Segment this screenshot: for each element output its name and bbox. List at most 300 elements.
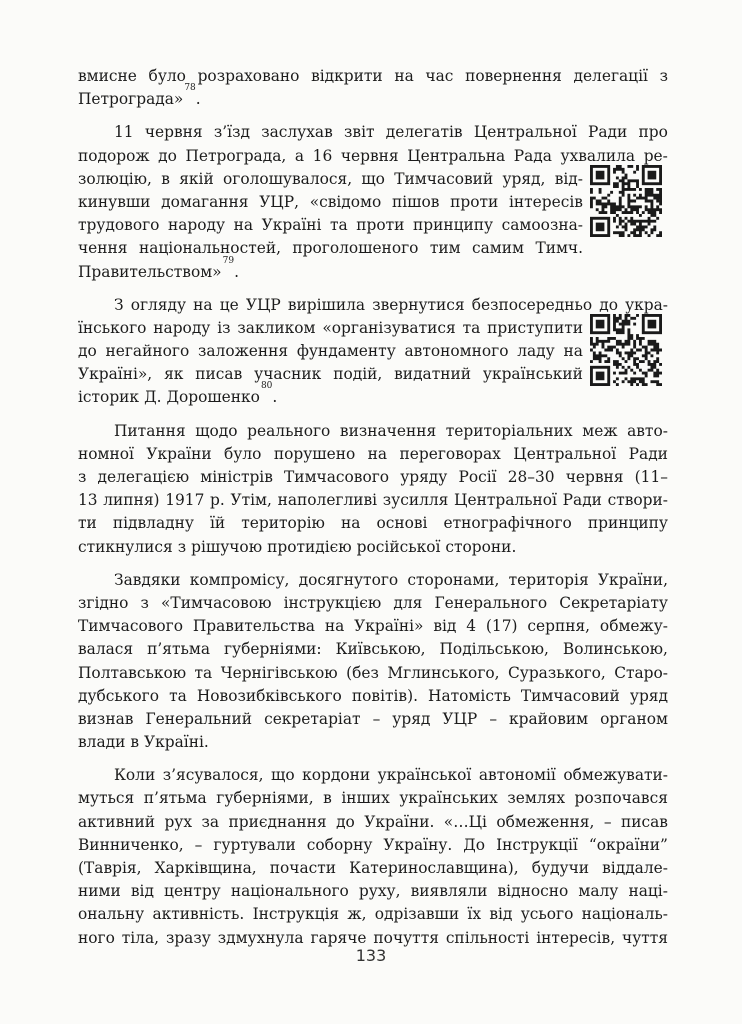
word: повернення xyxy=(465,67,562,85)
word: уряду xyxy=(400,468,448,486)
text-line xyxy=(78,787,668,810)
word: було xyxy=(148,67,186,85)
word: червня xyxy=(144,123,203,142)
word: Д. xyxy=(144,388,162,407)
word: Новозибківського xyxy=(196,686,342,705)
word: наці- xyxy=(628,882,668,901)
word: “окраїни” xyxy=(588,835,668,854)
word: – xyxy=(194,835,203,854)
word: народу xyxy=(167,216,226,235)
word: національного xyxy=(230,882,349,901)
word: заслухав xyxy=(261,123,333,142)
word: визнав xyxy=(78,709,134,728)
text-line xyxy=(78,880,668,903)
word: Завдяки xyxy=(114,570,181,589)
word: територію xyxy=(241,514,325,533)
word: одрізавши xyxy=(374,905,460,924)
word: ного xyxy=(78,928,115,947)
text-line xyxy=(78,615,668,638)
word: муться xyxy=(78,789,135,808)
text-line xyxy=(78,731,668,754)
word: приєднання xyxy=(228,812,327,831)
text-line xyxy=(78,255,668,284)
word: що xyxy=(361,169,385,188)
word: повітів). xyxy=(351,686,418,705)
word: принципу xyxy=(412,216,494,235)
word: та xyxy=(194,663,213,682)
word: крайовим xyxy=(509,709,589,728)
word: обмеження, xyxy=(496,812,595,831)
word: що xyxy=(271,766,295,785)
word: укра- xyxy=(625,295,668,314)
word: від xyxy=(130,882,154,901)
word: виявляли xyxy=(410,882,488,901)
word: проти xyxy=(356,216,405,235)
text-line xyxy=(78,489,668,512)
word: та xyxy=(462,318,481,337)
word: територія xyxy=(508,570,589,589)
word: «Тимчасовою xyxy=(161,593,272,612)
word: почасти xyxy=(269,859,337,877)
word: сторонами, xyxy=(407,570,500,589)
word: Генеральний xyxy=(145,709,253,728)
word: ладу xyxy=(517,342,555,361)
text-line xyxy=(78,638,668,661)
word: Харківщина, xyxy=(154,859,257,877)
word: про xyxy=(638,123,668,142)
word: тим xyxy=(429,239,461,258)
word: звернутися xyxy=(372,295,465,314)
word: Рада xyxy=(513,146,552,165)
word: Генерального xyxy=(434,593,548,612)
word: їнського xyxy=(78,318,147,337)
word: делегації xyxy=(573,67,648,85)
word: реального xyxy=(247,421,331,440)
word: рішучою xyxy=(191,537,263,556)
word: підвладну xyxy=(112,514,194,533)
word: російської xyxy=(356,537,441,556)
word: Тимч. xyxy=(535,239,583,258)
paragraph xyxy=(78,569,668,755)
word: домагання xyxy=(161,192,249,211)
word: Україні. xyxy=(144,733,209,752)
footnote-ref[interactable]: 79 xyxy=(222,255,235,266)
word: 4 xyxy=(466,617,477,636)
word: та xyxy=(169,686,187,705)
word: на xyxy=(394,67,414,85)
word: малу xyxy=(578,882,619,901)
word: їй xyxy=(209,514,226,533)
text-column xyxy=(78,65,668,960)
paragraph xyxy=(78,121,668,283)
word: активність. xyxy=(152,905,245,924)
word: на xyxy=(193,295,213,314)
text-line xyxy=(78,381,583,409)
word: територіальних xyxy=(445,421,573,440)
word: переговорах xyxy=(399,444,501,463)
word: Центральної xyxy=(513,444,617,463)
word: здмухнула xyxy=(217,928,304,947)
word: від xyxy=(433,617,457,636)
word: червня xyxy=(565,468,624,486)
word: червня xyxy=(340,146,399,165)
text-line xyxy=(78,121,668,144)
word: Ради xyxy=(588,123,628,142)
word: проголошеного xyxy=(292,239,419,258)
word: 1917 xyxy=(165,491,205,510)
word: органом xyxy=(600,709,668,728)
word: щодо xyxy=(195,421,238,440)
word: національностей, xyxy=(138,239,281,258)
word: (17) xyxy=(485,617,518,636)
word: історик xyxy=(78,388,140,407)
word: їх xyxy=(467,905,482,924)
word: обмежувати- xyxy=(563,766,668,785)
word: (11– xyxy=(634,468,668,486)
text-line xyxy=(78,466,668,489)
paragraph xyxy=(78,294,668,410)
word: Ради xyxy=(562,491,602,510)
word: України. xyxy=(364,812,435,831)
word: Петрограда» xyxy=(78,90,184,109)
word: руху, xyxy=(358,882,401,901)
word: Подільською, xyxy=(439,640,549,659)
word: уряд xyxy=(392,709,431,728)
sentence-period: . xyxy=(234,262,239,281)
text-line xyxy=(78,420,668,443)
text-line xyxy=(78,811,668,834)
word: якій xyxy=(179,169,214,188)
word: (без xyxy=(346,663,379,682)
word: міністрів xyxy=(200,468,273,486)
word: Полтавською xyxy=(78,663,187,682)
word: України, xyxy=(597,570,668,589)
word: влади xyxy=(78,733,126,752)
word: Україні», xyxy=(78,365,153,384)
word: наполегливі xyxy=(277,491,378,510)
word: Натомість xyxy=(428,686,511,705)
text-line xyxy=(78,834,668,857)
text-line xyxy=(78,443,668,466)
word: видатний xyxy=(394,365,472,384)
word: серпня, xyxy=(527,617,591,636)
word: з xyxy=(177,537,187,556)
qr-code-1 xyxy=(590,165,662,237)
word: Старо- xyxy=(614,663,668,682)
word: Секретаріату xyxy=(559,593,668,612)
word: писав xyxy=(620,812,668,831)
word: Дорошенко xyxy=(166,388,260,407)
word: Мглинського, xyxy=(387,663,500,682)
word: активний xyxy=(78,812,156,831)
footnote-ref[interactable]: 80 xyxy=(260,381,273,392)
word: п’ятьма xyxy=(147,640,210,659)
word: закликом xyxy=(237,318,316,337)
paragraph xyxy=(78,764,668,950)
word: Ради xyxy=(628,444,668,463)
word: кордони xyxy=(302,766,371,785)
text-line xyxy=(78,340,583,363)
sentence-period: . xyxy=(272,388,278,407)
word: пішов xyxy=(392,192,440,211)
word: З xyxy=(114,295,124,314)
word: в xyxy=(161,169,170,188)
word: створи- xyxy=(607,491,668,510)
text-line xyxy=(78,569,668,592)
word: а xyxy=(294,146,305,165)
word: будучи xyxy=(531,859,590,877)
paragraph xyxy=(78,65,668,111)
word: Центральної xyxy=(454,491,557,510)
word: Суразького, xyxy=(508,663,606,682)
word: чуття xyxy=(622,928,668,947)
word: гуртували xyxy=(213,835,296,854)
word: це xyxy=(219,295,239,314)
word: УЦР xyxy=(442,709,478,728)
text-line xyxy=(78,592,668,615)
word: з’ясувалося, xyxy=(162,766,264,785)
word: усього xyxy=(520,905,574,924)
word: стикнулися xyxy=(78,537,173,556)
word: в xyxy=(130,733,140,752)
word: ре- xyxy=(643,146,668,165)
word: Питання xyxy=(114,421,186,440)
word: – xyxy=(372,709,381,728)
word: дубського xyxy=(78,686,160,705)
word: сторони. xyxy=(445,537,517,556)
word: Петрограда, xyxy=(185,146,287,165)
word: час xyxy=(425,67,454,85)
word: для xyxy=(393,593,423,612)
word: Київською, xyxy=(335,640,426,659)
word: приступити xyxy=(487,318,583,337)
word: Інструкція xyxy=(252,905,340,924)
word: номної xyxy=(78,444,134,463)
word: золюцію, xyxy=(78,169,152,188)
word: самоозна- xyxy=(501,216,583,235)
word: визначення xyxy=(339,421,437,440)
word: звіт xyxy=(344,123,375,142)
word: автономного xyxy=(404,342,509,361)
text-line xyxy=(78,294,668,317)
text-line xyxy=(78,317,583,340)
word: УЦР xyxy=(245,295,281,314)
word: валася xyxy=(78,640,134,659)
word: етнографічного xyxy=(443,514,572,533)
word: із xyxy=(217,318,231,337)
word: – xyxy=(489,709,498,728)
word: Росії xyxy=(458,468,497,486)
word: від- xyxy=(554,169,583,188)
word: Чернігівською xyxy=(220,663,338,682)
word: українських xyxy=(399,789,498,808)
word: на xyxy=(367,444,388,463)
word: ональну xyxy=(78,905,145,924)
word: заложення xyxy=(197,342,289,361)
text-line xyxy=(78,237,583,260)
word: спільності xyxy=(445,928,530,947)
word: трудового xyxy=(78,216,160,235)
text-line xyxy=(78,83,668,111)
word: на xyxy=(324,617,345,636)
sentence-period: . xyxy=(195,90,201,109)
text-line xyxy=(78,363,583,386)
word: як xyxy=(164,365,184,384)
word: віддале- xyxy=(602,859,668,877)
word: з’їзд xyxy=(213,123,250,142)
word: фундаменту xyxy=(296,342,396,361)
word: Україні» xyxy=(354,617,424,636)
word: національ- xyxy=(581,905,668,924)
word: Коли xyxy=(114,766,156,785)
word: Центральна xyxy=(407,146,506,165)
word: землях xyxy=(507,789,565,808)
word: український xyxy=(482,365,583,384)
word: до xyxy=(158,146,177,165)
word: губерніями: xyxy=(223,640,322,659)
word: Тимчасовий xyxy=(394,169,494,188)
word: учасник xyxy=(254,365,322,384)
word: досягнутого xyxy=(298,570,399,589)
word: протидією xyxy=(267,537,352,556)
word: української xyxy=(377,766,472,785)
word: чення xyxy=(78,239,128,258)
word: від xyxy=(489,905,513,924)
word: інших xyxy=(341,789,390,808)
word: в xyxy=(323,789,332,808)
word: Тимчасовий xyxy=(520,686,620,705)
word: подій, xyxy=(333,365,383,384)
word: липня) xyxy=(103,491,160,510)
word: тіла, xyxy=(121,928,160,947)
word: авто- xyxy=(627,421,668,440)
word: безпосередньо xyxy=(471,295,593,314)
word: вмисне xyxy=(78,67,137,85)
word: Україну. xyxy=(383,835,453,854)
text-line xyxy=(78,512,668,535)
word: автономії xyxy=(478,766,556,785)
word: та xyxy=(330,216,348,235)
word: УЦР, xyxy=(259,192,299,211)
word: До xyxy=(463,835,486,854)
word: 11 xyxy=(114,123,134,142)
word: ухвалила xyxy=(560,146,636,165)
word: ними xyxy=(78,882,121,901)
word: Винниченко, xyxy=(78,835,184,854)
word: на xyxy=(340,514,361,533)
word: меж xyxy=(582,421,618,440)
word: Інструкції xyxy=(496,835,578,854)
word: на xyxy=(563,342,583,361)
word: вирішила xyxy=(287,295,366,314)
word: інтересів xyxy=(508,192,583,211)
word: оголошувалося, xyxy=(222,169,353,188)
text-line xyxy=(78,903,668,926)
paragraph xyxy=(78,420,668,559)
word: обмежу- xyxy=(599,617,668,636)
word: писав xyxy=(195,365,243,384)
word: 16 xyxy=(312,146,333,165)
word: проти xyxy=(450,192,499,211)
word: 28–30 xyxy=(507,468,555,486)
word: згідно xyxy=(78,593,129,612)
word: Центральної xyxy=(473,123,577,142)
word: до xyxy=(336,812,355,831)
word: народу xyxy=(153,318,211,337)
word: з xyxy=(659,67,668,85)
word: з xyxy=(140,593,149,612)
text-line xyxy=(78,536,668,559)
word: розпочався xyxy=(574,789,668,808)
word: рух xyxy=(164,812,193,831)
word: відкрити xyxy=(311,67,383,85)
text-line xyxy=(78,214,583,237)
word: принципу xyxy=(587,514,668,533)
word: самим xyxy=(472,239,525,258)
word: за xyxy=(201,812,220,831)
word: делегатів xyxy=(385,123,463,142)
word: «свідомо xyxy=(309,192,382,211)
text-line xyxy=(78,708,668,731)
word: ж, xyxy=(347,905,367,924)
footnote-ref[interactable]: 78 xyxy=(184,83,196,94)
page-number: 133 xyxy=(355,946,387,965)
word: ти xyxy=(78,514,97,533)
word: р. xyxy=(210,491,225,510)
word: Утім, xyxy=(230,491,272,510)
text-line xyxy=(78,191,583,214)
word: до xyxy=(599,295,618,314)
text-line xyxy=(78,857,668,880)
word: Тимчасового xyxy=(284,468,390,486)
word: розраховано xyxy=(197,67,300,85)
word: до xyxy=(78,342,97,361)
word: було xyxy=(224,444,262,463)
word: – xyxy=(603,812,612,831)
text-line xyxy=(78,662,668,685)
word: основі xyxy=(376,514,428,533)
word: губерніями, xyxy=(216,789,314,808)
qr-code-2 xyxy=(590,314,662,386)
word: на xyxy=(233,216,254,235)
word: «…Ці xyxy=(443,812,487,831)
word: інструкцією xyxy=(283,593,382,612)
word: секретаріат xyxy=(264,709,361,728)
word: України xyxy=(146,444,212,463)
word: уряд, xyxy=(502,169,546,188)
word: подорож xyxy=(78,146,150,165)
text-line xyxy=(78,764,668,787)
word: Волинською, xyxy=(562,640,668,659)
word: центру xyxy=(164,882,221,901)
word: кинувши xyxy=(78,192,151,211)
word: Катеринославщина), xyxy=(349,859,519,877)
word: Україні xyxy=(261,216,322,235)
word: зусилля xyxy=(382,491,449,510)
word: уряд xyxy=(629,686,668,705)
word: порушено xyxy=(273,444,356,463)
word: делегацією xyxy=(97,468,190,486)
word: зразу xyxy=(165,928,211,947)
text-line xyxy=(78,685,668,708)
word: огляду xyxy=(130,295,187,314)
text-line xyxy=(78,65,668,88)
word: гаряче xyxy=(310,928,367,947)
word: 13 xyxy=(78,491,98,510)
word: Правительства xyxy=(192,617,315,636)
word: компромісу, xyxy=(189,570,290,589)
word: інтересів, xyxy=(536,928,616,947)
